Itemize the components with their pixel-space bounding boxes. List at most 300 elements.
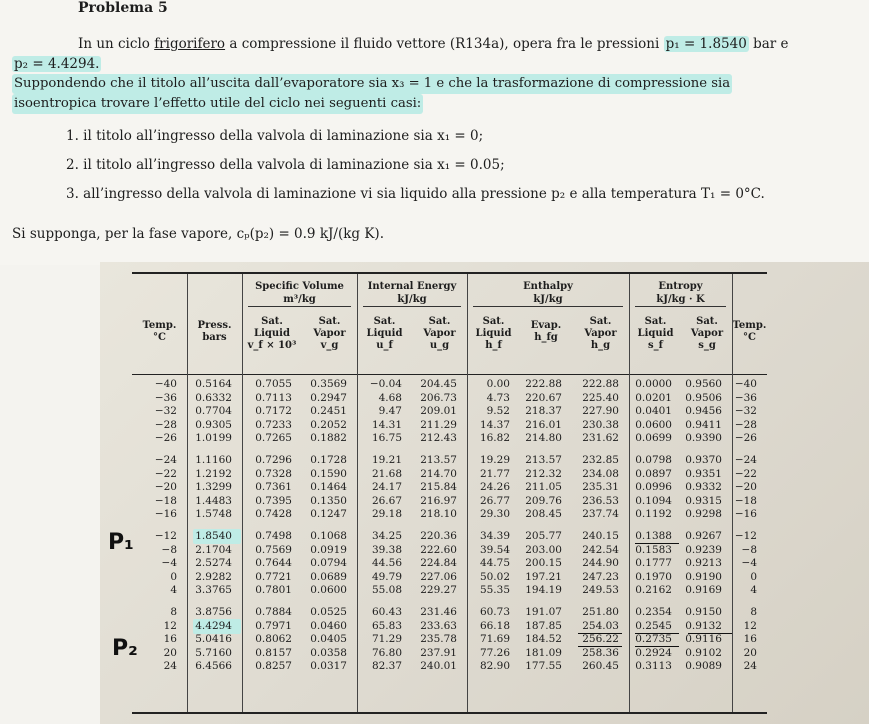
table-row xyxy=(132,419,767,432)
table-cell: 224.84 xyxy=(420,557,457,570)
column-header: Sat. Liquid u_f xyxy=(366,316,403,351)
table-row xyxy=(132,432,767,445)
table-cell: 184.52 xyxy=(525,633,562,646)
table-cell: 234.08 xyxy=(582,467,619,480)
table-cell: −24 xyxy=(734,454,757,466)
table-cell: 229.27 xyxy=(420,584,457,597)
table-cell: 20 xyxy=(743,646,757,659)
column-header: Sat. Liquid v_f × 10³ xyxy=(247,316,297,351)
table-cell: 1.8540 xyxy=(195,530,232,542)
table-cell: 0.9150 xyxy=(685,606,722,618)
table-cell: 0.0600 xyxy=(310,584,347,597)
table-row xyxy=(132,557,767,570)
table-row xyxy=(132,647,767,660)
group-enthalpy: Enthalpy kJ/kg xyxy=(473,280,623,307)
table-cell: 34.39 xyxy=(479,530,510,542)
table-cell: 16.75 xyxy=(371,432,402,445)
table-cell: 0.9351 xyxy=(685,467,722,480)
table-cell: 34.25 xyxy=(371,530,402,542)
table-cell: 19.29 xyxy=(479,454,510,466)
table-cell: 240.01 xyxy=(420,660,457,673)
table-cell: 5.7160 xyxy=(195,646,232,659)
case-list xyxy=(66,126,765,213)
table-cell: 16 xyxy=(743,633,757,646)
r134a-saturation-table xyxy=(132,272,767,714)
case-item: 1. il titolo all’ingresso della valvola di laminazione sia x₁ = 0; xyxy=(66,128,484,144)
table-cell: −40 xyxy=(734,378,757,390)
table-cell: 0.9267 xyxy=(685,530,722,542)
table-cell: 1.1160 xyxy=(195,454,232,466)
table-cell: 177.55 xyxy=(525,660,562,673)
problem-line-3: Suppondendo che il titolo all’uscita dall’evaporatore sia x₃ = 1 e che la trasformazione di compressione sia xyxy=(12,74,732,94)
column-header: Sat. Vapor u_g xyxy=(423,316,456,351)
table-cell: 19.21 xyxy=(371,454,402,466)
table-cell: −26 xyxy=(154,432,177,445)
table-cell: 3.3765 xyxy=(195,584,232,597)
column-rule xyxy=(187,274,188,712)
table-cell: 24 xyxy=(743,660,757,673)
table-cell: 55.08 xyxy=(371,584,402,597)
table-cell: 222.88 xyxy=(525,378,562,390)
table-cell: 0.0358 xyxy=(310,646,347,659)
table-cell: 2.5274 xyxy=(195,557,232,570)
table-cell: 197.21 xyxy=(525,570,562,583)
problem-line-4: isoentropica trovare l’effetto utile del ciclo nei seguenti casi: xyxy=(12,94,423,114)
table-cell: 0.3569 xyxy=(310,378,347,390)
table-cell: 258.36 xyxy=(582,646,619,659)
column-rule xyxy=(357,274,358,712)
table-cell: 24.26 xyxy=(479,481,510,494)
table-cell: 0.7644 xyxy=(255,557,292,570)
table-cell: 9.47 xyxy=(378,405,402,418)
column-header: Temp. °C xyxy=(732,320,767,343)
table-row xyxy=(132,378,767,391)
table-cell: −26 xyxy=(734,432,757,445)
table-cell: 6.4566 xyxy=(195,660,232,673)
table-cell: 249.53 xyxy=(582,584,619,597)
table-cell: 0.00 xyxy=(486,378,510,390)
table-cell: 21.68 xyxy=(371,467,402,480)
table-cell: 206.73 xyxy=(420,391,457,404)
table-cell: 216.01 xyxy=(525,418,562,431)
table-cell: 0.0996 xyxy=(635,481,672,494)
table-cell: 0.8157 xyxy=(255,646,292,659)
table-cell: 225.40 xyxy=(582,391,619,404)
table-cell: 212.43 xyxy=(420,432,457,445)
table-cell: 0.7395 xyxy=(255,494,292,507)
table-cell: 4.4294 xyxy=(195,619,232,632)
table-cell: 194.19 xyxy=(525,584,562,597)
pen-underline xyxy=(578,646,622,647)
table-cell: 187.85 xyxy=(525,619,562,632)
pen-underline xyxy=(635,633,679,634)
table-cell: 222.60 xyxy=(420,543,457,556)
group-entropy: Entropy kJ/kg · K xyxy=(635,280,726,307)
table-cell: 222.88 xyxy=(582,378,619,390)
table-cell: 76.80 xyxy=(371,646,402,659)
table-cell: 8 xyxy=(750,606,757,618)
column-header: Sat. Liquid s_f xyxy=(637,316,674,351)
table-cell: 29.18 xyxy=(371,508,402,521)
column-rule xyxy=(732,274,733,712)
table-cell: 0.2451 xyxy=(310,405,347,418)
table-cell: 237.74 xyxy=(582,508,619,521)
table-cell: 0.7172 xyxy=(255,405,292,418)
table-cell: 230.38 xyxy=(582,418,619,431)
table-cell: 0.1247 xyxy=(310,508,347,521)
table-cell: 0.1970 xyxy=(635,570,672,583)
problem-line-1 xyxy=(78,34,789,54)
table-cell: 4 xyxy=(750,584,757,597)
table-cell: 0 xyxy=(170,570,177,583)
table-cell: 0.1388 xyxy=(635,530,672,542)
table-row xyxy=(132,508,767,521)
table-cell: 0.7704 xyxy=(195,405,232,418)
table-cell: 0.8062 xyxy=(255,633,292,646)
table-cell: 16.82 xyxy=(479,432,510,445)
table-cell: 0.1882 xyxy=(310,432,347,445)
group-internal-energy: Internal Energy kJ/kg xyxy=(363,280,461,307)
table-cell: 209.01 xyxy=(420,405,457,418)
table-cell: −16 xyxy=(154,508,177,521)
table-cell: 211.29 xyxy=(420,418,457,431)
table-cell: 213.57 xyxy=(420,454,457,466)
table-header xyxy=(132,274,767,375)
table-cell: 215.84 xyxy=(420,481,457,494)
table-row xyxy=(132,584,767,597)
table-cell: 0.0525 xyxy=(310,606,347,618)
table-cell: 0.0794 xyxy=(310,557,347,570)
table-cell: 204.45 xyxy=(420,378,457,390)
table-cell: 8 xyxy=(170,606,177,618)
table-cell: 0.9506 xyxy=(685,391,722,404)
table-cell: 256.22 xyxy=(582,633,619,646)
case-item: 2. il titolo all’ingresso della valvola di laminazione sia x₁ = 0.05; xyxy=(66,157,505,173)
table-cell: 211.05 xyxy=(525,481,562,494)
problem-line-2 xyxy=(12,54,101,74)
table-cell: 0.1590 xyxy=(310,467,347,480)
column-header: Sat. Liquid h_f xyxy=(475,316,512,351)
table-cell: 0.9190 xyxy=(685,570,722,583)
table-cell: 24 xyxy=(163,660,177,673)
table-cell: 244.90 xyxy=(582,557,619,570)
table-cell: 0.0798 xyxy=(635,454,672,466)
table-cell: 0.0201 xyxy=(635,391,672,404)
table-cell: −8 xyxy=(161,543,177,556)
table-row xyxy=(132,571,767,584)
table-cell: 60.43 xyxy=(371,606,402,618)
table-cell: 0.7428 xyxy=(255,508,292,521)
table-cell: 233.63 xyxy=(420,619,457,632)
pen-underline xyxy=(635,646,679,647)
table-cell: 214.70 xyxy=(420,467,457,480)
table-cell: 0.9315 xyxy=(685,494,722,507)
table-cell: 0.9305 xyxy=(195,418,232,431)
table-cell: −4 xyxy=(161,557,177,570)
table-cell: 0.9132 xyxy=(685,619,722,632)
table-cell: 0.2947 xyxy=(310,391,347,404)
table-row xyxy=(132,530,767,543)
table-cell: 191.07 xyxy=(525,606,562,618)
table-cell: 227.06 xyxy=(420,570,457,583)
table-row xyxy=(132,468,767,481)
pen-underline xyxy=(688,633,732,634)
table-cell: 0.1094 xyxy=(635,494,672,507)
table-cell: 0.2735 xyxy=(635,633,672,646)
table-cell: 0.1777 xyxy=(635,557,672,570)
table-cell: 0.2924 xyxy=(635,646,672,659)
table-cell: 0.1192 xyxy=(635,508,672,521)
p2-highlight: p₂ = 4.4294. xyxy=(14,56,100,72)
table-cell: 0.9332 xyxy=(685,481,722,494)
table-cell: 205.77 xyxy=(525,530,562,542)
table-cell: 0.7113 xyxy=(255,391,292,404)
table-row xyxy=(132,620,767,633)
assumption-line: Si supponga, per la fase vapore, cₚ(p₂) = 0.9 kJ/(kg K). xyxy=(12,226,384,242)
table-cell: 0.0317 xyxy=(310,660,347,673)
table-cell: 251.80 xyxy=(582,606,619,618)
table-cell: 181.09 xyxy=(525,646,562,659)
table-cell: 0.0460 xyxy=(310,619,347,632)
table-cell: −16 xyxy=(734,508,757,521)
table-cell: −20 xyxy=(734,481,757,494)
table-cell: 60.73 xyxy=(479,606,510,618)
table-cell: 0.8257 xyxy=(255,660,292,673)
table-cell: 231.62 xyxy=(582,432,619,445)
table-cell: 235.78 xyxy=(420,633,457,646)
table-cell: −36 xyxy=(154,391,177,404)
table-cell: 29.30 xyxy=(479,508,510,521)
table-row xyxy=(132,405,767,418)
table-cell: 0.9169 xyxy=(685,584,722,597)
table-cell: 71.29 xyxy=(371,633,402,646)
table-cell: 237.91 xyxy=(420,646,457,659)
case-item: 3. all’ingresso della valvola di laminazione vi sia liquido alla pressione p₂ e alla temperatura T₁ = 0°C. xyxy=(66,186,765,202)
table-cell: −20 xyxy=(154,481,177,494)
table-cell: 0.5164 xyxy=(195,378,232,390)
table-cell: 236.53 xyxy=(582,494,619,507)
pen-underline xyxy=(578,633,622,634)
table-cell: 0.7569 xyxy=(255,543,292,556)
table-cell: 0.9390 xyxy=(685,432,722,445)
text-fragment: bar e xyxy=(748,36,789,52)
table-cell: 71.69 xyxy=(479,633,510,646)
table-cell: 0.1728 xyxy=(310,454,347,466)
column-header: Sat. Vapor s_g xyxy=(690,316,724,351)
problem-statement xyxy=(0,0,869,265)
table-cell: −12 xyxy=(154,530,177,542)
table-cell: 0.0897 xyxy=(635,467,672,480)
table-cell: 77.26 xyxy=(479,646,510,659)
table-cell: 0.9560 xyxy=(685,378,722,390)
table-row xyxy=(132,660,767,673)
table-cell: 20 xyxy=(163,646,177,659)
table-cell: 2.9282 xyxy=(195,570,232,583)
table-cell: 14.37 xyxy=(479,418,510,431)
table-cell: 0.0000 xyxy=(635,378,672,390)
table-cell: 0.7498 xyxy=(255,530,292,542)
table-cell: 0.2052 xyxy=(310,418,347,431)
table-cell: 0.9116 xyxy=(685,633,722,646)
table-cell: 227.90 xyxy=(582,405,619,418)
table-cell: 218.37 xyxy=(525,405,562,418)
table-cell: 0.9239 xyxy=(685,543,722,556)
underlined-word: frigorifero xyxy=(154,36,226,52)
table-cell: 0.9102 xyxy=(685,646,722,659)
table-row xyxy=(132,392,767,405)
table-cell: 0.3113 xyxy=(635,660,672,673)
table-cell: −24 xyxy=(154,454,177,466)
table-cell: 247.23 xyxy=(582,570,619,583)
table-cell: 1.4483 xyxy=(195,494,232,507)
problem-title: Problema 5 xyxy=(78,0,168,16)
table-cell: 26.77 xyxy=(479,494,510,507)
table-cell: 0.7055 xyxy=(255,378,292,390)
table-cell: −4 xyxy=(741,557,757,570)
table-cell: 240.15 xyxy=(582,530,619,542)
table-cell: 235.31 xyxy=(582,481,619,494)
table-cell: 4 xyxy=(170,584,177,597)
table-cell: 26.67 xyxy=(371,494,402,507)
table-cell: 0 xyxy=(750,570,757,583)
table-cell: 49.79 xyxy=(371,570,402,583)
table-cell: 0.0699 xyxy=(635,432,672,445)
table-cell: 231.46 xyxy=(420,606,457,618)
table-cell: 1.0199 xyxy=(195,432,232,445)
table-cell: 0.0919 xyxy=(310,543,347,556)
text-fragment: In un ciclo xyxy=(78,36,155,52)
table-cell: −22 xyxy=(734,467,757,480)
table-cell: 0.7328 xyxy=(255,467,292,480)
table-row xyxy=(132,481,767,494)
table-cell: 0.2545 xyxy=(635,619,672,632)
column-rule xyxy=(242,274,243,712)
column-header: Press. bars xyxy=(197,320,232,343)
table-cell: −28 xyxy=(734,418,757,431)
table-cell: 220.36 xyxy=(420,530,457,542)
table-cell: 0.7721 xyxy=(255,570,292,583)
table-cell: 0.7296 xyxy=(255,454,292,466)
table-cell: 9.52 xyxy=(486,405,510,418)
table-cell: 242.54 xyxy=(582,543,619,556)
table-cell: 200.15 xyxy=(525,557,562,570)
table-cell: 50.02 xyxy=(479,570,510,583)
table-cell: 0.9089 xyxy=(685,660,722,673)
table-row xyxy=(132,606,767,619)
table-cell: 39.38 xyxy=(371,543,402,556)
table-row xyxy=(132,495,767,508)
table-cell: 220.67 xyxy=(525,391,562,404)
table-cell: −32 xyxy=(734,405,757,418)
table-cell: −18 xyxy=(154,494,177,507)
table-cell: 0.1583 xyxy=(635,543,672,556)
column-header: Evap. h_fg xyxy=(530,320,562,343)
table-cell: 232.85 xyxy=(582,454,619,466)
group-specific-volume: Specific Volume m³/kg xyxy=(248,280,351,307)
column-rule xyxy=(467,274,468,712)
p1-highlight: p₁ = 1.8540 xyxy=(665,36,747,52)
table-cell: 0.1350 xyxy=(310,494,347,507)
table-cell: 0.7884 xyxy=(255,606,292,618)
table-cell: 3.8756 xyxy=(195,606,232,618)
table-cell: 0.9213 xyxy=(685,557,722,570)
table-cell: 21.77 xyxy=(479,467,510,480)
table-cell: 0.0401 xyxy=(635,405,672,418)
table-cell: 1.2192 xyxy=(195,467,232,480)
text-fragment: a compressione il fluido vettore (R134a), opera fra le pressioni xyxy=(225,36,664,52)
table-cell: 254.03 xyxy=(582,619,619,632)
table-cell: 0.7801 xyxy=(255,584,292,597)
table-cell: 82.37 xyxy=(371,660,402,673)
table-cell: 39.54 xyxy=(479,543,510,556)
table-row xyxy=(132,544,767,557)
p1-annotation: P₁ xyxy=(108,530,134,555)
pen-underline xyxy=(635,543,679,544)
table-row xyxy=(132,454,767,467)
table-cell: −40 xyxy=(154,378,177,390)
table-cell: −28 xyxy=(154,418,177,431)
table-cell: 0.7361 xyxy=(255,481,292,494)
table-row xyxy=(132,633,767,646)
p2-annotation: P₂ xyxy=(112,636,138,661)
column-header: Temp. °C xyxy=(142,320,177,343)
table-cell: −32 xyxy=(154,405,177,418)
table-cell: 44.75 xyxy=(479,557,510,570)
table-cell: 4.73 xyxy=(486,391,510,404)
table-cell: 24.17 xyxy=(371,481,402,494)
table-cell: 212.32 xyxy=(525,467,562,480)
table-cell: 0.7265 xyxy=(255,432,292,445)
table-cell: 1.5748 xyxy=(195,508,232,521)
table-cell: 0.2162 xyxy=(635,584,672,597)
table-cell: 12 xyxy=(743,619,757,632)
table-cell: 0.7971 xyxy=(255,619,292,632)
table-cell: 16 xyxy=(163,633,177,646)
table-cell: 4.68 xyxy=(378,391,402,404)
table-cell: −12 xyxy=(734,530,757,542)
table-cell: 0.9411 xyxy=(685,418,722,431)
table-cell: 65.83 xyxy=(371,619,402,632)
table-cell: 55.35 xyxy=(479,584,510,597)
table-cell: 0.0405 xyxy=(310,633,347,646)
table-cell: 44.56 xyxy=(371,557,402,570)
table-cell: 12 xyxy=(163,619,177,632)
column-header: Sat. Vapor h_g xyxy=(584,316,617,351)
table-cell: 5.0416 xyxy=(195,633,232,646)
column-header: Sat. Vapor v_g xyxy=(313,316,346,351)
table-cell: 0.9456 xyxy=(685,405,722,418)
table-cell: 203.00 xyxy=(525,543,562,556)
table-cell: −36 xyxy=(734,391,757,404)
table-cell: 213.57 xyxy=(525,454,562,466)
table-cell: 0.0600 xyxy=(635,418,672,431)
table-cell: −0.04 xyxy=(369,378,402,390)
table-cell: 214.80 xyxy=(525,432,562,445)
table-cell: −8 xyxy=(741,543,757,556)
table-cell: 14.31 xyxy=(371,418,402,431)
table-cell: 0.7233 xyxy=(255,418,292,431)
table-cell: 260.45 xyxy=(582,660,619,673)
table-cell: 208.45 xyxy=(525,508,562,521)
table-cell: 0.0689 xyxy=(310,570,347,583)
table-cell: −18 xyxy=(734,494,757,507)
table-cell: 216.97 xyxy=(420,494,457,507)
table-cell: 0.9370 xyxy=(685,454,722,466)
table-cell: 218.10 xyxy=(420,508,457,521)
table-cell: 0.1464 xyxy=(310,481,347,494)
table-cell: 0.6332 xyxy=(195,391,232,404)
table-cell: 1.3299 xyxy=(195,481,232,494)
